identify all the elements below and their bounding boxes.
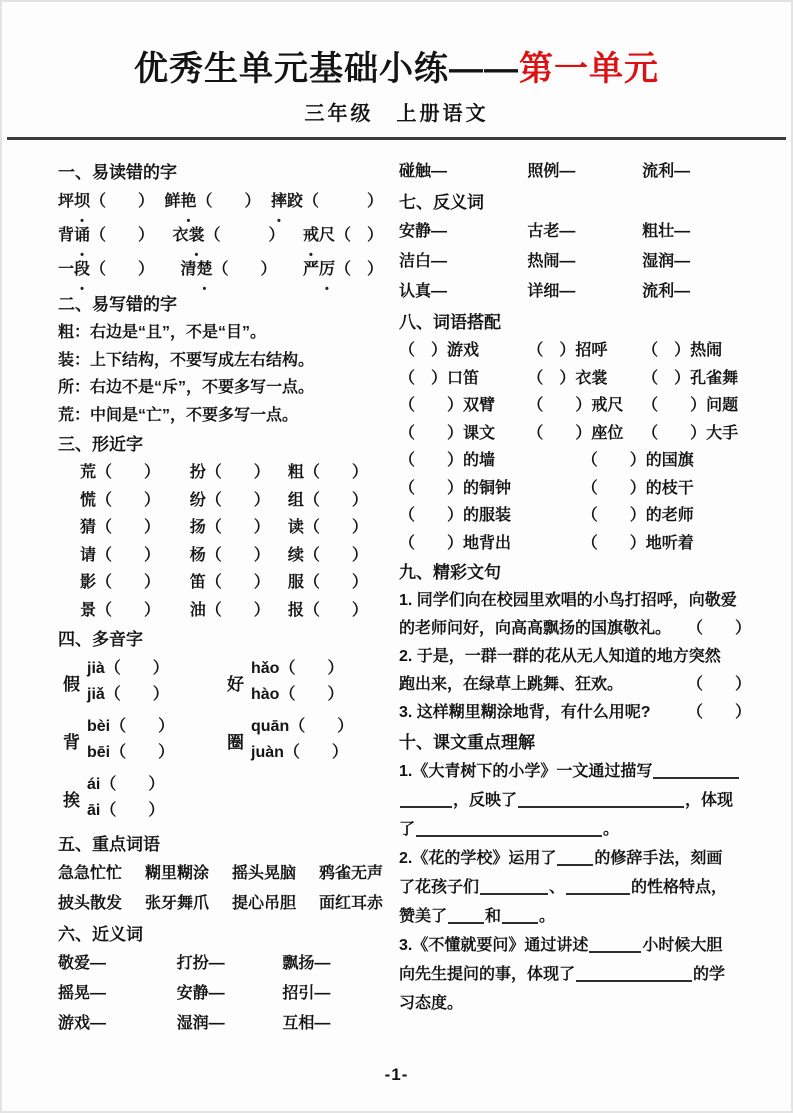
- similar-char-item: 荒（ ）: [80, 464, 161, 481]
- worksheet-body: [0, 140, 793, 1039]
- synonym-pair-item: 洁白—: [399, 253, 448, 270]
- pinyin-readings: [87, 772, 164, 824]
- pinyin-reading: bèi（ ）: [87, 718, 175, 735]
- dotted-word: [172, 221, 284, 250]
- sentence: [399, 699, 751, 727]
- dotted-word-row: [58, 221, 383, 255]
- char: 鲜: [164, 193, 181, 210]
- section-heading: 十、课文重点理解: [399, 732, 535, 752]
- fill-paragraph: [399, 757, 751, 844]
- synonym-pair-item: 粗壮—: [642, 223, 691, 240]
- polyphonic-group: [222, 656, 386, 708]
- stroke-note: 粗：右边是“且”，不是“目”。: [58, 324, 267, 341]
- sentence-line: 1. 同学们向在校园里欢唱的小鸟打招呼，向敬爱: [399, 592, 737, 609]
- char: 一: [58, 261, 75, 278]
- match-phrase-item: （ ）的铜钟: [399, 479, 512, 497]
- answer-paren: （ ）: [686, 675, 751, 693]
- similar-char-row: [58, 459, 383, 487]
- fill-text: ，体现: [685, 791, 734, 809]
- dotted-word: [271, 187, 383, 216]
- similar-char-item: 粗（ ）: [287, 464, 368, 481]
- answer-paren: （ ）: [334, 227, 383, 244]
- page-title-main: 优秀生单元基础小练——: [134, 50, 519, 88]
- pinyin-reading: jià（ ）: [87, 660, 169, 677]
- polyphonic-row: [58, 714, 383, 766]
- synonym-pair-row: [58, 949, 383, 979]
- answer-paren: （ ）: [204, 227, 285, 244]
- pinyin-reading: hǎo（ ）: [251, 660, 344, 677]
- match-word-row: [399, 365, 751, 393]
- dotted-word-row: [58, 255, 383, 289]
- fill-text: 1.《大青树下的小学》一文通过描写: [399, 762, 653, 780]
- similar-char-row: [58, 542, 383, 570]
- synonym-pair-item: 摇晃—: [58, 985, 107, 1002]
- char: 艳: [180, 193, 197, 210]
- fill-text: 。: [539, 907, 556, 925]
- answer-paren: （ ）: [334, 261, 383, 278]
- match-phrase-row: [399, 502, 751, 530]
- match-word-item: （ ）孔雀舞: [642, 369, 739, 387]
- synonym-pair-row: [399, 277, 751, 307]
- match-phrase-item: （ ）地听着: [581, 534, 694, 552]
- fill-line: [399, 757, 751, 786]
- match-phrase-item: （ ）地背出: [399, 534, 512, 552]
- key-word-item: 提心吊胆: [231, 895, 296, 912]
- similar-char-item: 报（ ）: [287, 601, 368, 619]
- pinyin-reading: juàn（ ）: [251, 744, 348, 761]
- char: 段: [74, 261, 91, 278]
- section-right-4: [399, 447, 751, 557]
- synonym-pair-item: 安静—: [399, 223, 448, 240]
- dotted-word: [180, 255, 276, 284]
- answer-paren: （ ）: [196, 193, 261, 210]
- title-unit: 第一单元: [519, 50, 659, 88]
- fill-text: 2.《花的学校》运用了: [399, 849, 557, 867]
- answer-paren: （ ）: [302, 193, 383, 210]
- synonym-pair-item: 湿润—: [176, 1015, 225, 1032]
- similar-char-item: 请（ ）: [80, 546, 161, 564]
- key-word-item: 急急忙忙: [58, 865, 123, 882]
- match-phrase-row: [399, 475, 751, 503]
- fill-text: 小时候大胆: [642, 936, 723, 954]
- similar-char-item: 杨（ ）: [189, 546, 270, 564]
- polyphonic-group: [222, 714, 386, 766]
- synonym-pair-row: [399, 157, 751, 187]
- match-word-item: （ ）热闹: [642, 342, 723, 359]
- sentence-line: （ ） 3. 这样糊里糊涂地背，有什么用呢?: [399, 699, 751, 727]
- dotted-word: [164, 187, 260, 216]
- right-column: [399, 157, 751, 1039]
- synonym-pair-item: 互相—: [282, 1015, 331, 1032]
- stroke-note: 荒：中间是“亡”，不要多写一点。: [58, 406, 299, 424]
- fill-blank: [653, 764, 739, 779]
- fill-text: 了: [399, 820, 416, 838]
- similar-char-item: 扮（ ）: [189, 464, 270, 481]
- fill-blank: [400, 793, 452, 808]
- fill-blank: [518, 793, 684, 808]
- fill-line: [399, 844, 751, 873]
- fill-blank: [448, 909, 484, 924]
- similar-char-item: 组（ ）: [287, 491, 368, 509]
- fill-blank: [502, 909, 538, 924]
- fill-text: 向先生提问的事，体现了: [399, 965, 576, 983]
- dotted-word: [303, 221, 383, 250]
- char: 厉: [318, 261, 335, 278]
- synonym-pair-item: 碰触—: [399, 163, 448, 180]
- fill-blank: [589, 938, 641, 953]
- fill-text: 。: [603, 820, 620, 838]
- similar-char-row: [58, 514, 383, 542]
- synonym-pair-item: 游戏—: [58, 1015, 107, 1032]
- fill-text: 和: [485, 907, 502, 925]
- match-word-item: （ ）口笛: [399, 369, 480, 387]
- section-heading: 三、形近字: [58, 435, 143, 454]
- synonym-pair-item: 认真—: [399, 283, 448, 300]
- match-phrase-item: （ ）的老师: [581, 507, 694, 524]
- char: 跤: [286, 193, 303, 210]
- match-word-item: （ ）双臂: [399, 397, 496, 414]
- char: 坪: [58, 193, 75, 210]
- fill-paragraph: [399, 931, 751, 1018]
- match-word-item: （ ）游戏: [399, 342, 480, 359]
- similar-char-item: 景（ ）: [80, 601, 161, 619]
- similar-char-item: 慌（ ）: [80, 491, 161, 509]
- match-word-item: （ ）戒尺: [527, 397, 624, 414]
- synonym-pair-row: [399, 217, 751, 247]
- match-word-row: [399, 392, 751, 420]
- char: 衣: [172, 227, 189, 244]
- section-left-3: [58, 430, 383, 624]
- sentence-line: （ ） 的老师问好，向高高飘扬的国旗敬礼。: [399, 615, 751, 643]
- fill-line: [399, 873, 751, 902]
- match-phrase-row: [399, 447, 751, 475]
- left-column: [58, 157, 383, 1039]
- synonym-pair-item: 敬爱—: [58, 955, 107, 972]
- similar-char-item: 影（ ）: [80, 574, 161, 591]
- fill-text: ，反映了: [453, 791, 518, 809]
- section-heading: 七、反义词: [399, 193, 484, 212]
- match-word-item: （ ）衣裳: [527, 369, 608, 387]
- section-heading: 六、近义词: [58, 925, 143, 944]
- section-left-1: [58, 158, 383, 289]
- section-right-1: [399, 157, 751, 187]
- section-heading: 五、重点词语: [58, 835, 160, 854]
- fill-blank: [566, 880, 630, 895]
- fill-line: [399, 815, 751, 844]
- pinyin-reading: ái（ ）: [87, 776, 165, 793]
- section-right-2: [399, 188, 751, 307]
- fill-blank: [557, 851, 593, 866]
- similar-char-item: 续（ ）: [287, 546, 368, 564]
- synonym-pair-item: 热闹—: [527, 253, 576, 270]
- fill-line: [399, 786, 751, 815]
- fill-line: [399, 960, 751, 989]
- polyphonic-group: [58, 656, 222, 708]
- page-number: -1-: [384, 1065, 409, 1084]
- polyphonic-char: 圈: [227, 732, 244, 752]
- fill-text: 3.《不懂就要问》通过讲述: [399, 936, 589, 954]
- stroke-note: 所：右边不是“斥”，不要多写一点。: [58, 379, 315, 396]
- sentence: [399, 643, 751, 698]
- key-word-item: 鸦雀无声: [318, 865, 383, 882]
- pinyin-readings: [251, 656, 343, 708]
- fill-line: [399, 931, 751, 960]
- dotted-word: [303, 255, 383, 284]
- section-left-5: [58, 830, 383, 919]
- similar-char-item: 油（ ）: [189, 601, 270, 619]
- similar-char-row: [58, 597, 383, 625]
- match-word-item: （ ）座位: [527, 424, 624, 442]
- char: 诵: [74, 227, 91, 244]
- sentence-line: （ ） 跑出来，在绿草上跳舞、狂欢。: [399, 671, 751, 699]
- sentence: [399, 587, 751, 642]
- polyphonic-char: 背: [63, 732, 80, 752]
- polyphonic-group: [58, 772, 222, 824]
- synonym-pair-row: [58, 979, 383, 1009]
- char: 严: [302, 261, 319, 278]
- synonym-pair-row: [399, 247, 751, 277]
- similar-char-item: 猜（ ）: [80, 519, 161, 536]
- fill-blank: [416, 822, 602, 837]
- section-left-2: [58, 290, 383, 429]
- char: 摔: [270, 193, 287, 210]
- polyphonic-char: 假: [63, 674, 80, 694]
- polyphonic-char: 挨: [63, 790, 80, 810]
- match-word-row: [399, 337, 751, 365]
- char: 尺: [318, 227, 335, 244]
- section-right-6: [399, 728, 751, 1018]
- match-word-item: （ ）大手: [642, 424, 739, 442]
- polyphonic-group: [58, 714, 222, 766]
- pinyin-readings: [87, 656, 169, 708]
- answer-paren: （ ）: [90, 193, 155, 210]
- match-phrase-row: [399, 530, 751, 558]
- section-heading: 九、精彩文句: [399, 563, 501, 582]
- page-subtitle: 三年级 上册语文: [304, 103, 489, 125]
- match-phrase-item: （ ）的国旗: [581, 452, 694, 469]
- pinyin-reading: āi（ ）: [87, 802, 165, 819]
- polyphonic-row: [58, 772, 383, 824]
- sentence-line: 2. 于是，一群一群的花从无人知道的地方突然: [399, 648, 721, 665]
- fill-line: [399, 989, 751, 1018]
- polyphonic-char: 好: [227, 674, 244, 694]
- key-word-item: 张牙舞爪: [144, 895, 209, 912]
- pinyin-reading: bēi（ ）: [87, 744, 175, 761]
- section-heading: 二、易写错的字: [58, 295, 177, 314]
- char: 背: [58, 227, 75, 244]
- match-word-item: （ ）课文: [399, 424, 496, 442]
- answer-paren: （ ）: [212, 261, 277, 278]
- synonym-pair-item: 飘扬—: [282, 955, 331, 972]
- similar-char-item: 纷（ ）: [189, 491, 270, 509]
- answer-paren: （ ）: [90, 261, 155, 278]
- stroke-note: 装：上下结构，不要写成左右结构。: [58, 351, 315, 369]
- section-heading: 一、易读错的字: [58, 163, 177, 182]
- fill-paragraph: [399, 844, 751, 931]
- fill-line: [399, 902, 751, 931]
- similar-char-row: [58, 487, 383, 515]
- synonym-pair-item: 湿润—: [642, 253, 691, 270]
- key-word-row: [58, 889, 383, 919]
- similar-char-item: 笛（ ）: [189, 574, 270, 591]
- dotted-word: [58, 221, 154, 250]
- section-left-6: [58, 920, 383, 1039]
- section-left-4: [58, 625, 383, 824]
- answer-paren: （ ）: [686, 619, 751, 637]
- char: 裳: [188, 227, 205, 244]
- key-word-item: 糊里糊涂: [144, 865, 209, 882]
- pinyin-readings: [251, 714, 353, 766]
- match-phrase-item: （ ）的服装: [399, 507, 512, 524]
- match-word-row: [399, 420, 751, 448]
- synonym-pair-item: 打扮—: [176, 955, 225, 972]
- fill-text: 的性格特点，: [631, 878, 728, 896]
- key-word-item: 面红耳赤: [318, 895, 383, 912]
- fill-text: 了花孩子们: [399, 878, 480, 896]
- section-heading: 八、词语搭配: [399, 313, 501, 332]
- section-right-3: [399, 308, 751, 447]
- match-word-item: （ ）问题: [642, 397, 739, 414]
- synonym-pair-item: 安静—: [176, 985, 225, 1002]
- char: 坝: [74, 193, 91, 210]
- synonym-pair-item: 照例—: [527, 163, 576, 180]
- key-word-row: [58, 859, 383, 889]
- synonym-pair-item: 流利—: [642, 163, 691, 180]
- similar-char-row: [58, 569, 383, 597]
- page-title: [0, 50, 793, 88]
- section-right-5: [399, 558, 751, 727]
- pinyin-reading: hào（ ）: [251, 686, 344, 703]
- synonym-pair-item: 详细—: [527, 283, 576, 300]
- polyphonic-row: [58, 656, 383, 708]
- fill-text: 赞美了: [399, 907, 448, 925]
- fill-text: 习态度。: [399, 994, 464, 1012]
- fill-text: 的修辞手法，刻画: [594, 849, 723, 867]
- synonym-pair-item: 古老—: [527, 223, 576, 240]
- similar-char-item: 服（ ）: [287, 574, 368, 591]
- key-word-item: 披头散发: [58, 895, 123, 912]
- fill-blank: [480, 880, 548, 895]
- dotted-word: [58, 255, 154, 284]
- match-phrase-item: （ ）的枝干: [581, 479, 694, 497]
- dotted-word: [58, 187, 154, 216]
- char: 戒: [302, 227, 319, 244]
- synonym-pair-item: 招引—: [282, 985, 331, 1002]
- similar-char-item: 扬（ ）: [189, 519, 270, 536]
- pinyin-reading: jiǎ（ ）: [87, 686, 169, 703]
- key-word-item: 摇头晃脑: [231, 865, 296, 882]
- fill-text: 的学: [693, 965, 726, 983]
- section-heading: 四、多音字: [58, 630, 143, 649]
- fill-text: 、: [549, 878, 566, 896]
- pinyin-reading: quān（ ）: [251, 718, 354, 735]
- answer-paren: （ ）: [90, 227, 155, 244]
- pinyin-readings: [87, 714, 174, 766]
- char: 清: [180, 261, 197, 278]
- similar-char-item: 读（ ）: [287, 519, 368, 536]
- fill-blank: [576, 967, 692, 982]
- synonym-pair-item: 流利—: [642, 283, 691, 300]
- synonym-pair-row: [58, 1009, 383, 1039]
- match-word-item: （ ）招呼: [527, 342, 608, 359]
- match-phrase-item: （ ）的墙: [399, 452, 496, 469]
- char: 楚: [196, 261, 213, 278]
- page-header: [0, 0, 793, 140]
- answer-paren: （ ）: [686, 704, 751, 721]
- dotted-word-row: [58, 187, 383, 221]
